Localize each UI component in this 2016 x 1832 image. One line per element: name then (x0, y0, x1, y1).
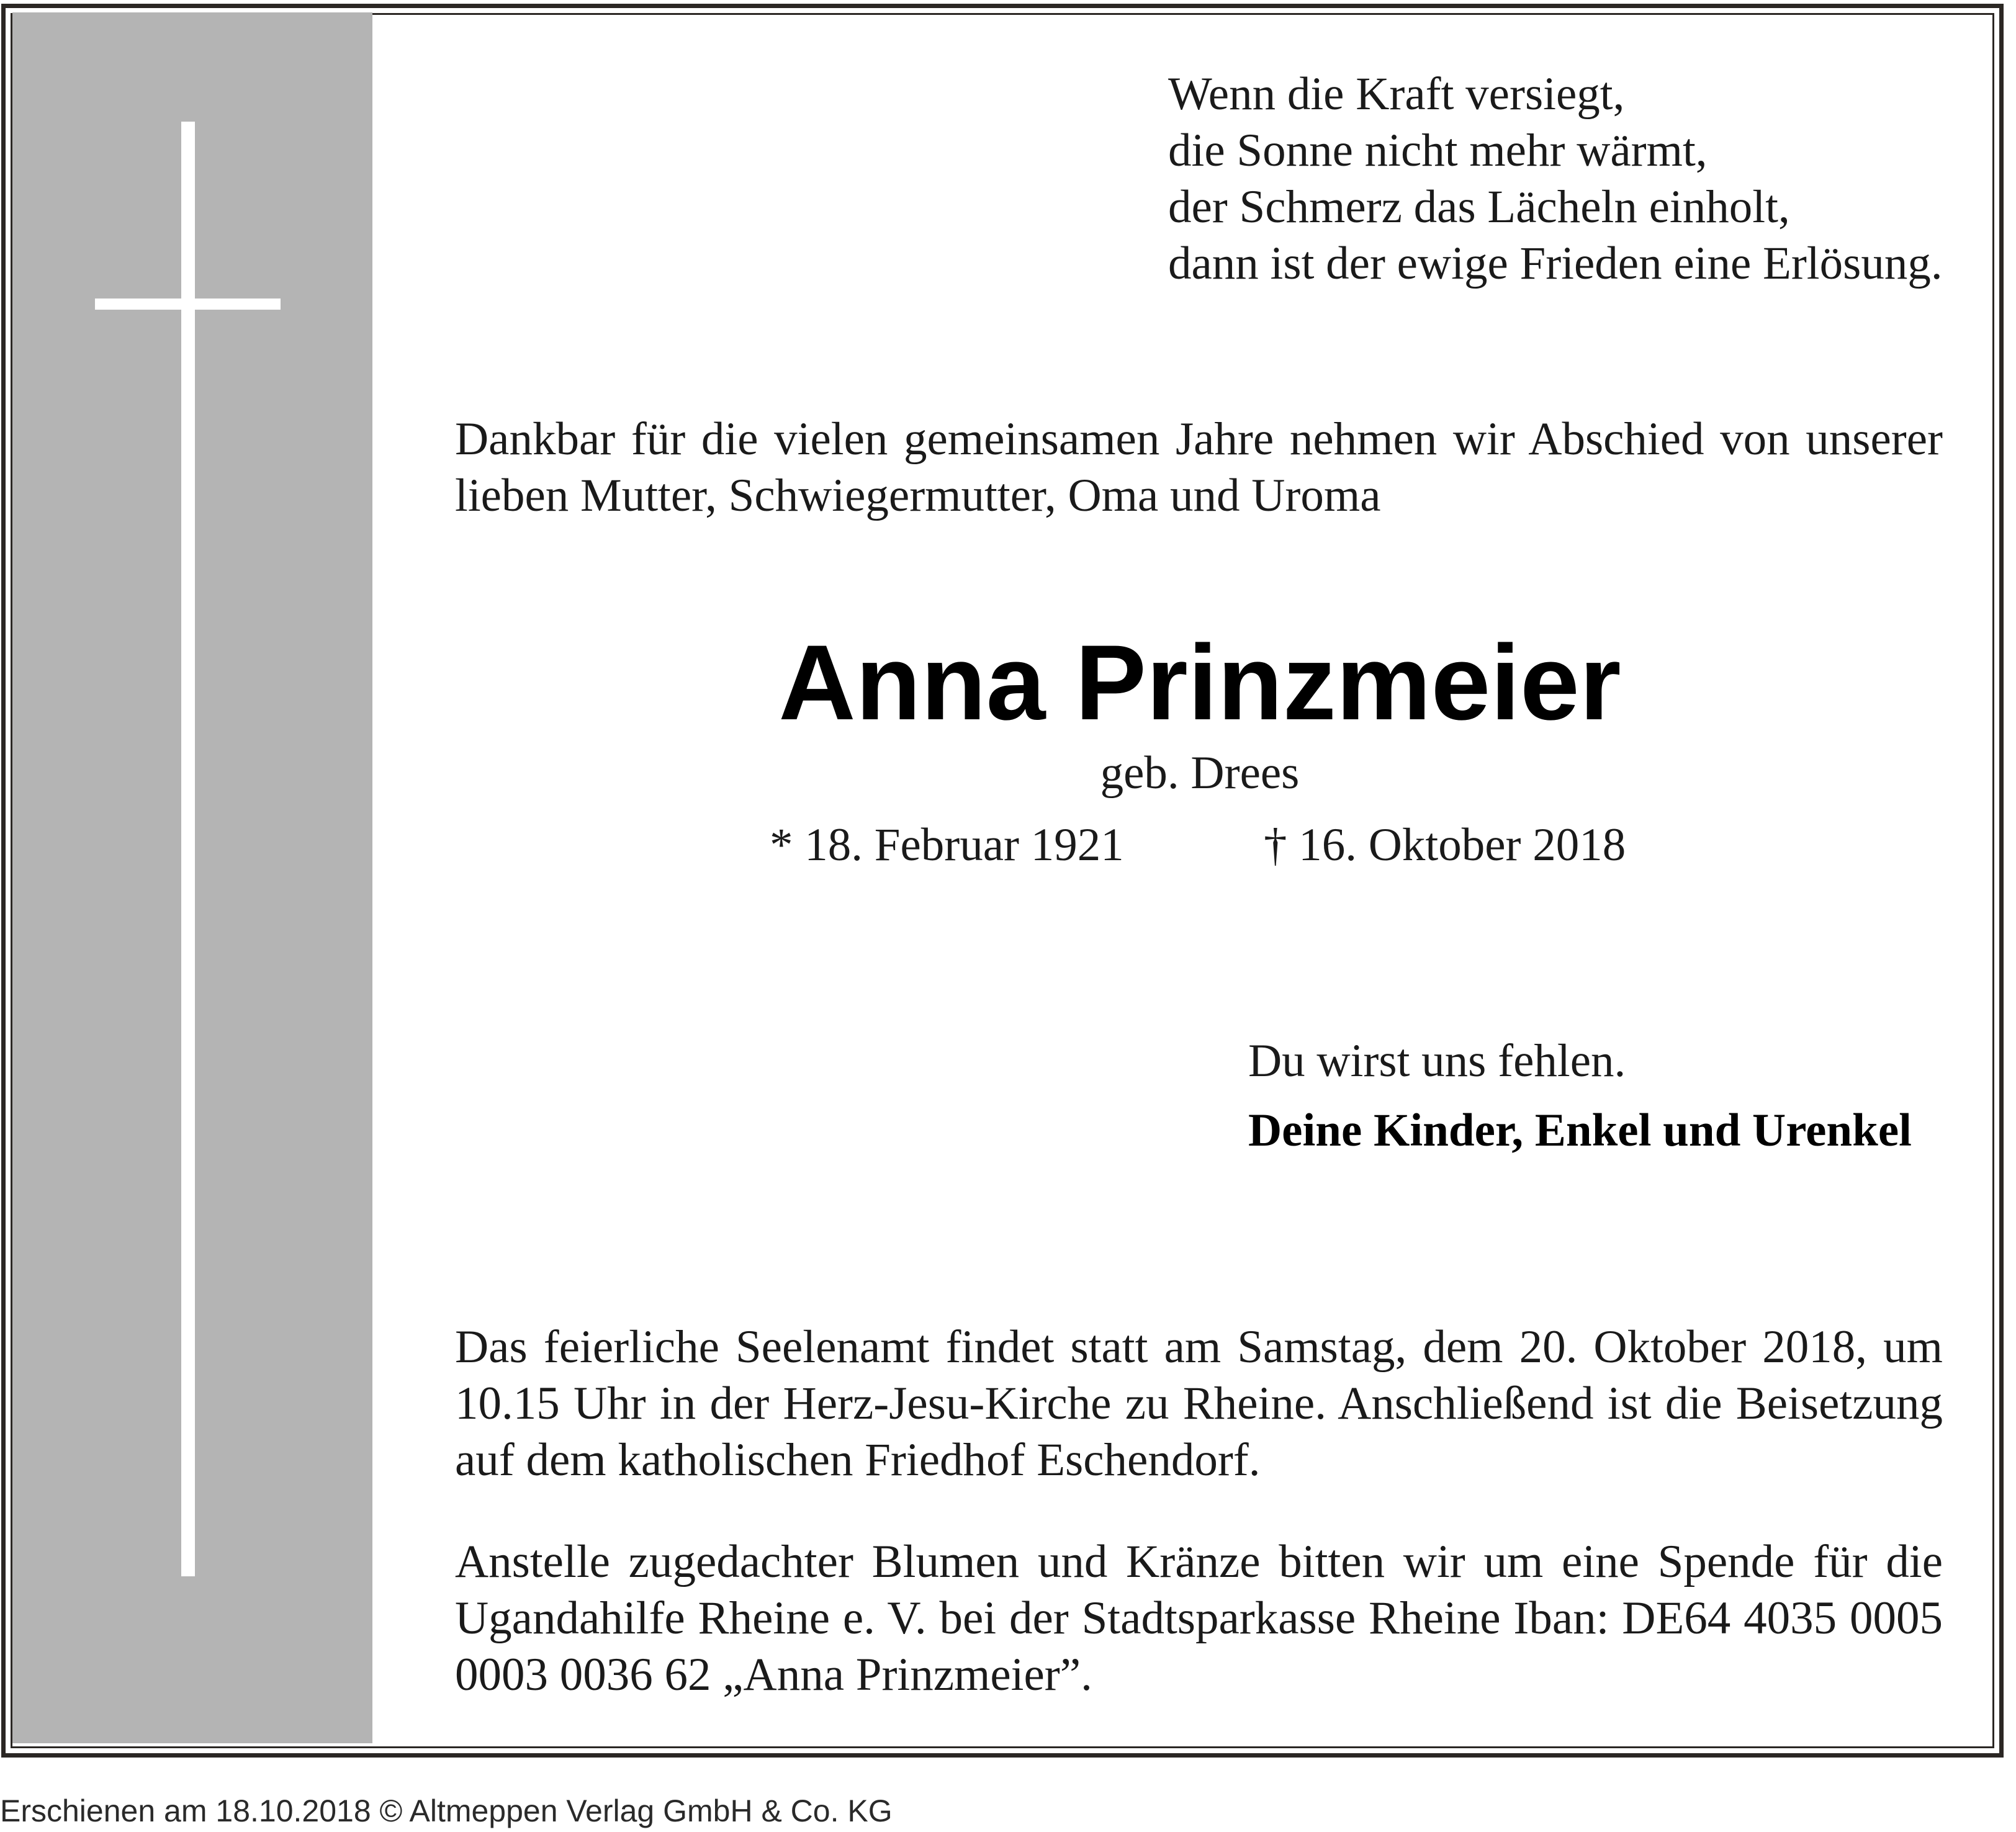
death-date: † 16. Oktober 2018 (1264, 819, 1626, 871)
signature: Deine Kinder, Enkel und Urenkel (1248, 1105, 1912, 1156)
poem (1168, 66, 1943, 292)
maiden-name: geb. Drees (1100, 747, 1300, 799)
birth-date: * 18. Februar 1921 (770, 819, 1124, 871)
donation-notice: Anstelle zugedachter Blumen und Kränze bitten wir um eine Spende für die Ugandahilfe Rheine e. V. bei der Stadtsparkasse Rheine Iban: DE64 4035 0005 0003 0036 62 „Anna Prinzmeier”. (455, 1536, 1943, 1700)
service-notice: Das feierliche Seelenamt findet statt am Samstag, dem 20. Oktober 2018, um 10.15 Uhr in der Herz-Jesu-Kirche zu Rheine. Anschließend ist die Beisetzung auf dem katholischen Friedhof Eschendorf. (455, 1321, 1943, 1486)
farewell-text: Du wirst uns fehlen. (1248, 1035, 1626, 1087)
publication-footer: Erschienen am 18.10.2018 © Altmeppen Verlag GmbH & Co. KG (0, 1794, 893, 1828)
poem-line: dann ist der ewige Frieden eine Erlösung. (1168, 238, 1943, 289)
side-band (12, 12, 372, 1743)
poem-line: der Schmerz das Lächeln einholt, (1168, 181, 1790, 233)
intro-text: Dankbar für die vielen gemeinsamen Jahre nehmen wir Abschied von unserer lieben Mutter, Schwiegermutter, Oma und Uroma (455, 413, 1943, 521)
poem-line: Wenn die Kraft versiegt, (1168, 68, 1625, 120)
cross-icon (12, 12, 372, 1743)
deceased-name: Anna Prinzmeier (778, 623, 1621, 742)
poem-line: die Sonne nicht mehr wärmt, (1168, 125, 1708, 176)
